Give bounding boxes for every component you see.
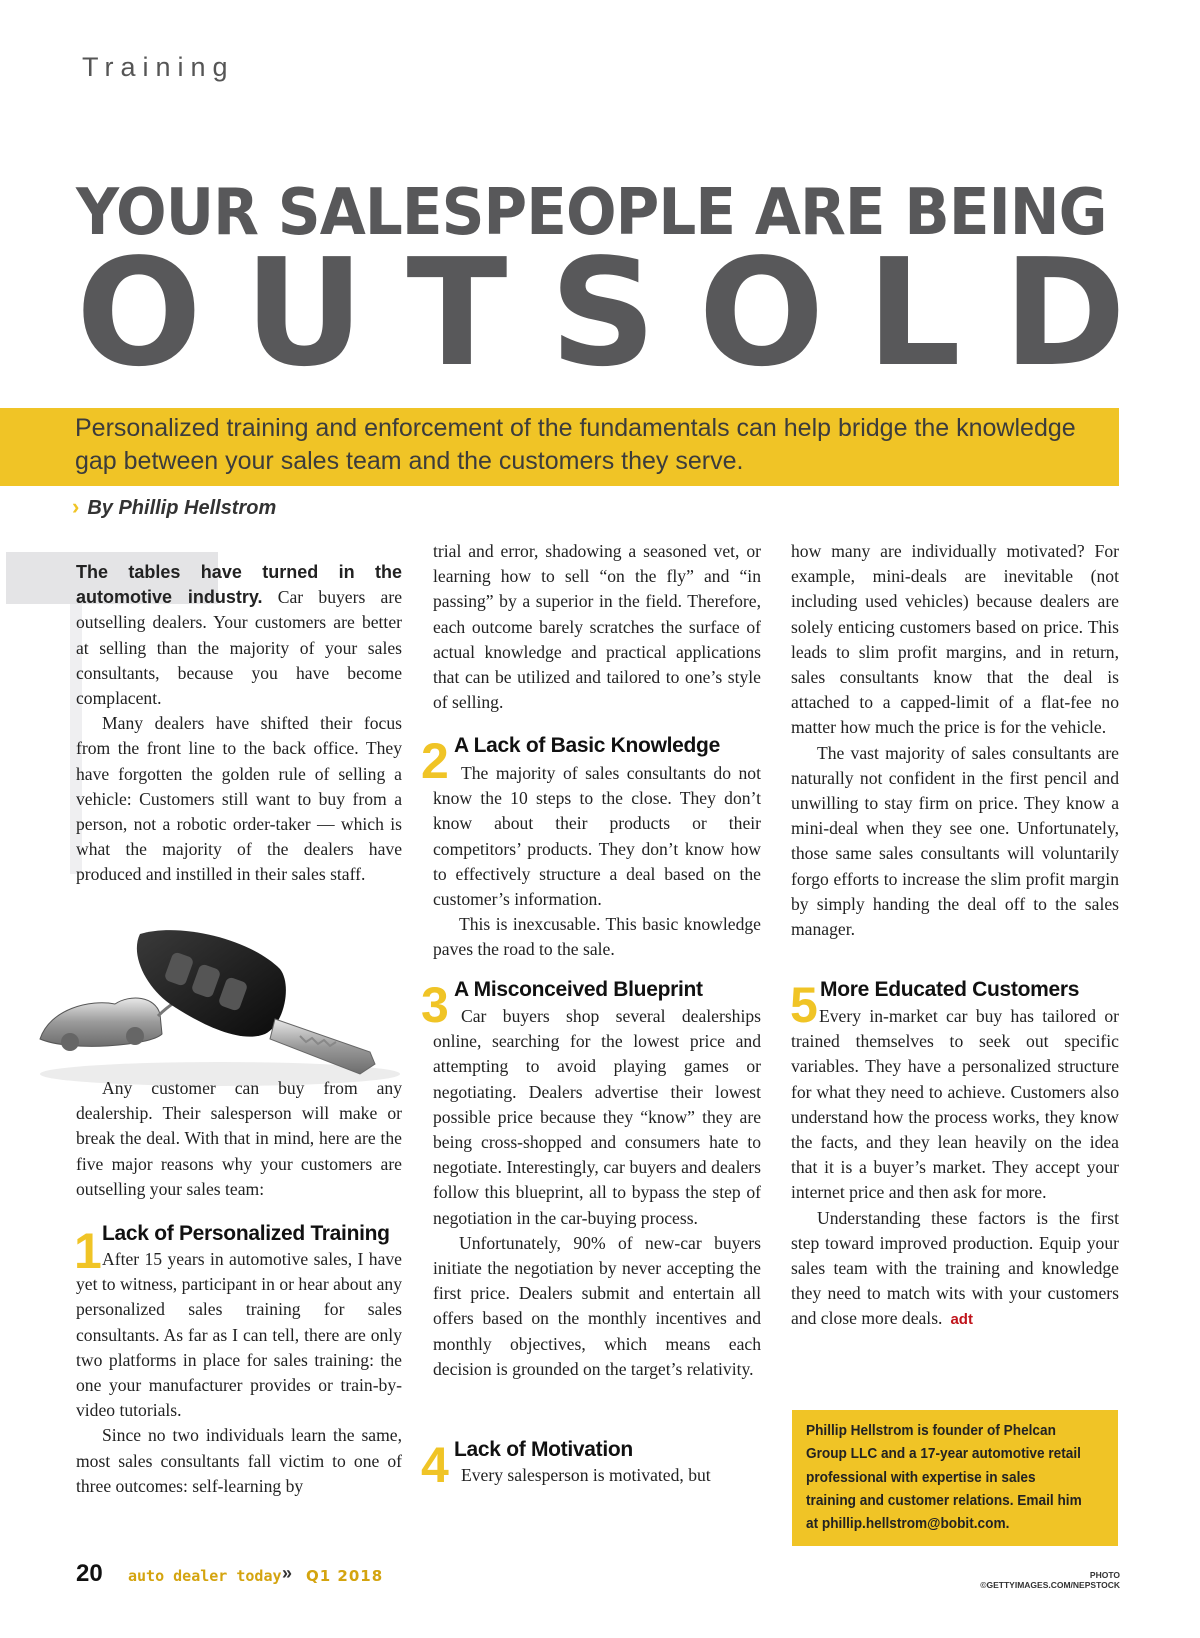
paragraph: Every in-market car buy has tailored or trained themselves to seek out specific variables. They have a personalized structure for what they need to achieve. Customers also understand how the process works, they know the facts, and they lean heavily on the idea that it is a buyer’s market. They accept your internet price and then ask for more. [791, 1006, 1119, 1203]
paragraph: Every salesperson is motivated, but [461, 1465, 711, 1485]
paragraph: The vast majority of sales consultants are naturally not confident in the first pencil and unwilling to stay firm on price. They know a mini-deal when they see one. Unfortunately, those same sales consultants will voluntarily forgo efforts to increase the slim profit margin by simply handing the deal off to the sales manager. [791, 742, 1119, 940]
car-key-photo [30, 924, 410, 1094]
column-2-top [433, 539, 761, 715]
lead-paragraph [76, 560, 402, 711]
closing-text: Understanding these factors is the first step toward improved production. Equip your sales team with the training and knowledge they need to match wits with your customers and close more deals. [791, 1207, 1119, 1329]
page-number: 20 [76, 1560, 103, 1587]
section-heading: A Misconceived Blueprint [454, 978, 703, 1001]
column-2-section-4 [433, 1463, 761, 1488]
column-3-section-5 [791, 1004, 1119, 1333]
paragraph: This is inexcusable. This basic knowledge paves the road to the sale. [433, 914, 761, 960]
paragraph: Any customer can buy from any dealership. Their salesperson will make or break the deal. With that in mind, here are the five major reasons why your customers are outselling your sales team: [76, 1078, 402, 1199]
section-heading: A Lack of Basic Knowledge [454, 734, 720, 757]
paragraph: Car buyers shop several dealerships online, searching for the lowest price and attempting to avoid playing games or negotiating. Dealers advertise their lowest possible price because they “know” they are being cross-shopped and consumers hate to negotiate. Interestingly, car buyers and dealers follow this blueprint, all to bypass the step of negotiation in the car-buying process. [433, 1006, 761, 1228]
paragraph: Since no two individuals learn the same, most sales consultants fall victim to one of three outcomes: self-learning by [76, 1425, 402, 1496]
car-key-icon [137, 930, 375, 1074]
column-3-top [791, 539, 1119, 942]
paragraph: After 15 years in automotive sales, I have yet to witness, participant in or hear about any personalized sales training for sales consultants. As far as I can tell, there are only two platforms in place for sales training: the one your manufacturer provides or train-by-video tutorials. [76, 1249, 402, 1421]
section-heading: Lack of Motivation [454, 1438, 633, 1461]
headline-line-1: YOUR SALESPEOPLE ARE BEING [76, 176, 1107, 250]
end-mark-logo: adt [950, 1311, 973, 1329]
column-2-section-3 [433, 1004, 761, 1382]
section-heading: Lack of Personalized Training [102, 1222, 390, 1245]
section-number: 2 [421, 733, 449, 789]
deck: Personalized training and enforcement of the fundamentals can help bridge the knowledge gap between your sales team and the customers they serve. [75, 414, 1076, 475]
lead-bold-text: The tables have turned in the automotive industry. [76, 562, 402, 608]
paragraph [791, 1206, 1119, 1333]
headline-line-2 [76, 227, 1126, 399]
photo-credit: PHOTO ©GETTYIMAGES.COM/NEPSTOCK [980, 1570, 1120, 1590]
car-keychain-icon [40, 998, 162, 1051]
section-number: 4 [421, 1437, 449, 1493]
column-1-section-1 [76, 1247, 402, 1499]
section-number: 5 [790, 977, 818, 1033]
section-number: 3 [421, 977, 449, 1033]
byline-text: By Phillip Hellstrom [87, 497, 277, 519]
paragraph: trial and error, shadowing a seasoned vet, or learning how to sell “on the fly” and “in passing” by a superior in the field. Therefore, each outcome barely scratches the surface of actual knowledge and practical applications that can be utilized and tailored to one’s style of selling. [433, 541, 761, 713]
headline-letter: O [76, 227, 202, 399]
section-heading: More Educated Customers [820, 978, 1080, 1001]
headline-letter: O [698, 227, 825, 399]
author-bio: Phillip Hellstrom is founder of Phelcan Group LLC and a 17-year automotive retail professional with expertise in sales training and customer relations. Email him at phillip.hellstrom@bobit.com. [806, 1423, 1082, 1533]
headline-letter: S [549, 227, 657, 399]
column-2-section-2 [433, 761, 761, 963]
headline-letter: D [1003, 227, 1126, 399]
paragraph: The majority of sales consultants do not know the 10 steps to the close. They don’t know about their products or their competitors’ products. They don’t know how to effectively structure a deal based on the customer’s information. [433, 763, 761, 910]
headline-letter: T [406, 227, 508, 399]
column-1-bottom [76, 1076, 402, 1202]
footer-separator: » [282, 1563, 293, 1583]
headline-letter: L [866, 227, 961, 399]
section-number: 1 [74, 1223, 102, 1279]
paragraph: Many dealers have shifted their focus from the front line to the back office. They have forgotten the golden rule of selling a vehicle: Customers still want to buy from a person, not a robotic order-taker — which is what the majority of the dealers have produced and instilled in their sales staff. [76, 713, 402, 885]
lead-rest-text: Car buyers are outselling dealers. Your customers are better at selling than the majority of your sales consultants, because you have become complacent. [76, 587, 403, 709]
paragraph: how many are individually motivated? For example, mini-deals are inevitable (not including used vehicles) because dealers are solely enticing customers based on price. This leads to slim profit margins, and in return, sales consultants know that the deal is attached to a capped-limit of a flat-fee no matter how much the price is for the vehicle. [791, 541, 1119, 738]
headline-letter: U [244, 227, 365, 399]
chevron-right-icon: › [72, 494, 80, 519]
section-tag: Training [82, 52, 235, 82]
column-1-top [76, 560, 402, 888]
paragraph: Unfortunately, 90% of new-car buyers initiate the negotiation by never accepting the first price. Dealers submit and entertain all offers based on the monthly incentives and monthly objectives, which means each decision is grounded on the target’s relativity. [433, 1232, 761, 1379]
issue-label: Q1 2018 [306, 1567, 384, 1585]
byline [72, 494, 276, 520]
magazine-name: auto dealer today [128, 1567, 282, 1585]
